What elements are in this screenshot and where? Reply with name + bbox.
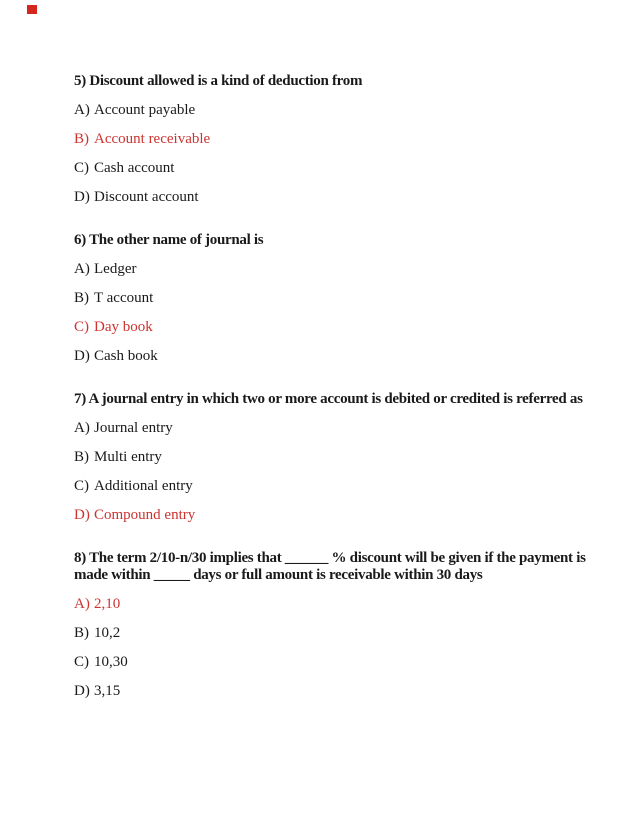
option-letter: B) xyxy=(74,625,89,641)
option-letter: B) xyxy=(74,449,89,465)
option-text: Day book xyxy=(94,319,153,335)
answer-option xyxy=(74,189,601,206)
option-letter: D) xyxy=(74,189,90,205)
red-square-marker xyxy=(27,5,37,14)
question-title: 7) A journal entry in which two or more account is debited or credited is referred as xyxy=(74,391,583,407)
question-block xyxy=(74,550,601,700)
answer-option xyxy=(74,420,601,437)
option-text: Discount account xyxy=(94,189,199,205)
option-letter: C) xyxy=(74,319,89,335)
quiz-content xyxy=(74,73,601,700)
question-block xyxy=(74,391,601,524)
option-text: Compound entry xyxy=(94,507,196,523)
answer-option xyxy=(74,625,601,642)
option-text: 10,2 xyxy=(94,625,121,641)
answer-option xyxy=(74,160,601,177)
option-letter: D) xyxy=(74,348,90,364)
option-letter: A) xyxy=(74,420,90,436)
option-text: T account xyxy=(94,290,154,306)
option-text: Account receivable xyxy=(94,131,211,147)
answer-option xyxy=(74,102,601,119)
option-letter: A) xyxy=(74,102,90,118)
answer-option xyxy=(74,319,601,336)
option-letter: B) xyxy=(74,290,89,306)
option-letter: A) xyxy=(74,261,90,277)
option-text: 10,30 xyxy=(94,654,128,670)
option-text: 3,15 xyxy=(94,683,121,699)
question-title: 5) Discount allowed is a kind of deduction from xyxy=(74,73,363,89)
option-text: Cash account xyxy=(94,160,175,176)
answer-option xyxy=(74,478,601,495)
answer-option xyxy=(74,507,601,524)
option-letter: C) xyxy=(74,160,89,176)
answer-option xyxy=(74,261,601,278)
option-text: Cash book xyxy=(94,348,158,364)
option-letter: C) xyxy=(74,478,89,494)
answer-option xyxy=(74,131,601,148)
option-text: 2,10 xyxy=(94,596,121,612)
answer-option xyxy=(74,290,601,307)
question-title: 8) The term 2/10-n/30 implies that ______ % discount will be given if the payment is made within _____ days or full amount is receivable within 30 days xyxy=(74,550,586,583)
answer-option xyxy=(74,596,601,613)
option-letter: D) xyxy=(74,507,90,523)
question-block xyxy=(74,232,601,365)
answer-option xyxy=(74,449,601,466)
option-text: Additional entry xyxy=(94,478,193,494)
answer-option xyxy=(74,654,601,671)
option-letter: C) xyxy=(74,654,89,670)
answer-option xyxy=(74,348,601,365)
option-letter: B) xyxy=(74,131,89,147)
option-letter: A) xyxy=(74,596,90,612)
option-text: Multi entry xyxy=(94,449,162,465)
question-block xyxy=(74,73,601,206)
option-letter: D) xyxy=(74,683,90,699)
option-text: Ledger xyxy=(94,261,137,277)
option-text: Account payable xyxy=(94,102,196,118)
option-text: Journal entry xyxy=(94,420,173,436)
answer-option xyxy=(74,683,601,700)
question-title: 6) The other name of journal is xyxy=(74,232,264,248)
